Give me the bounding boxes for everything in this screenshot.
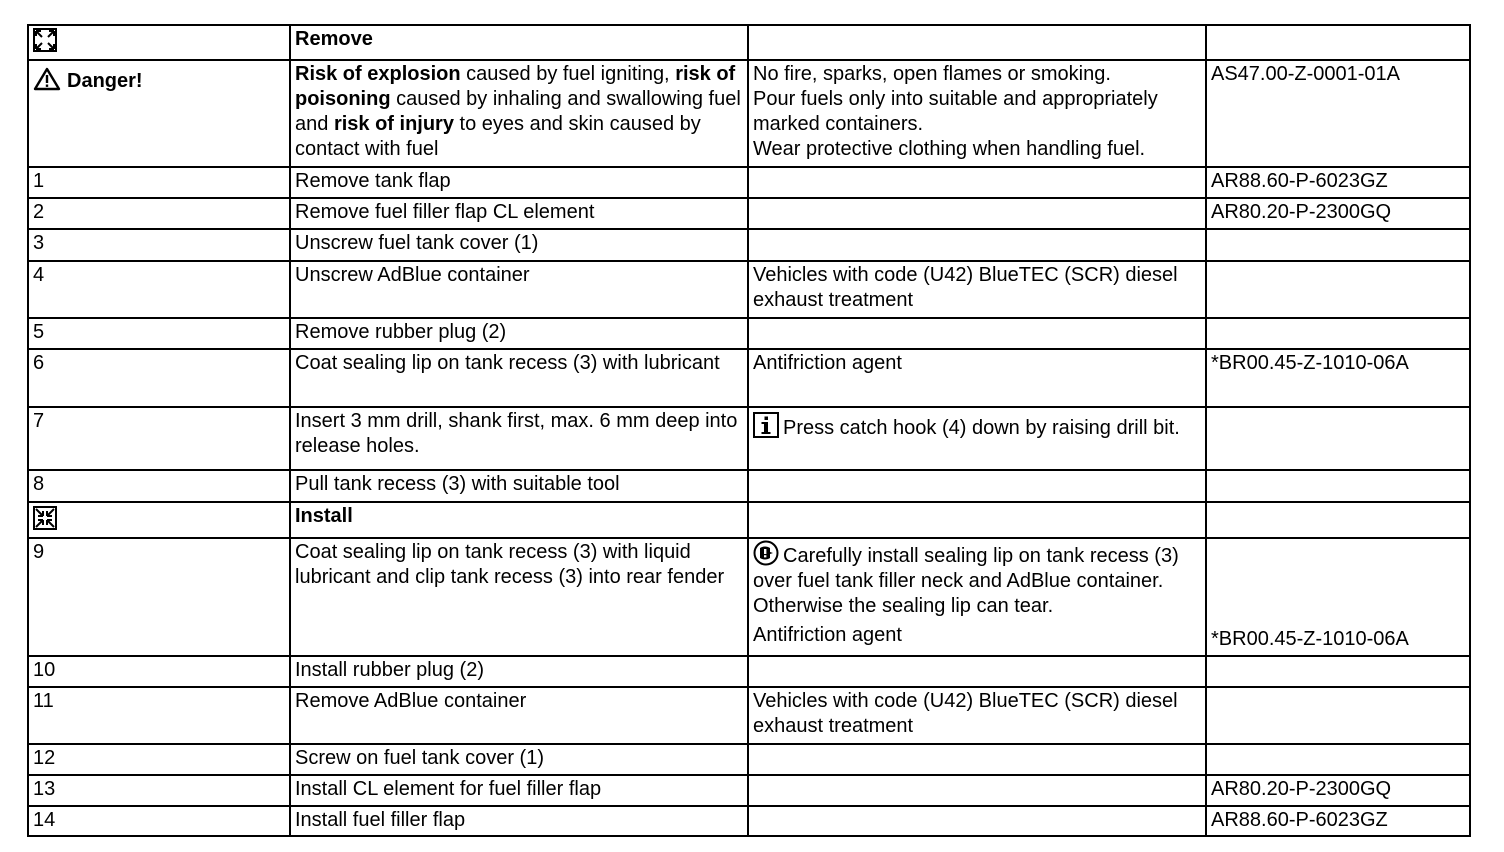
step-row	[28, 318, 1470, 349]
step-reference	[1206, 656, 1470, 687]
danger-reference[interactable]: AS47.00-Z-0001-01A	[1206, 60, 1470, 167]
info-icon	[753, 412, 779, 438]
step-note	[748, 656, 1206, 687]
step-text: Install fuel filler flap	[290, 806, 748, 836]
step-note: Vehicles with code (U42) BlueTEC (SCR) diesel exhaust treatment	[748, 687, 1206, 744]
step-reference	[1206, 318, 1470, 349]
step-note: Antifriction agent	[748, 349, 1206, 407]
install-section-icon-cell	[28, 502, 290, 538]
step-note	[748, 775, 1206, 806]
danger-measures: No fire, sparks, open flames or smoking. Pour fuels only into suitable and appropriately marked containers. Wear protective clothing when handling fuel.	[748, 60, 1206, 167]
step-text: Remove tank flap	[290, 167, 748, 198]
step-number: 8	[28, 470, 290, 502]
step-reference	[1206, 261, 1470, 318]
step-row	[28, 198, 1470, 229]
step-reference[interactable]: AR80.20-P-2300GQ	[1206, 775, 1470, 806]
step-number: 6	[28, 349, 290, 407]
step-text: Remove rubber plug (2)	[290, 318, 748, 349]
step-row	[28, 687, 1470, 744]
step-note	[748, 744, 1206, 775]
step-number: 5	[28, 318, 290, 349]
step-text: Pull tank recess (3) with suitable tool	[290, 470, 748, 502]
step-note	[748, 229, 1206, 261]
step-row	[28, 744, 1470, 775]
install-section-row	[28, 502, 1470, 538]
remove-section-title: Remove	[290, 25, 748, 60]
step-text: Insert 3 mm drill, shank first, max. 6 mm deep into release holes.	[290, 407, 748, 470]
step-reference	[1206, 744, 1470, 775]
step-number: 4	[28, 261, 290, 318]
remove-section-icon-cell	[28, 25, 290, 60]
install-arrows-icon	[33, 506, 57, 530]
step-reference[interactable]: AR88.60-P-6023GZ	[1206, 167, 1470, 198]
step-text: Coat sealing lip on tank recess (3) with lubricant	[290, 349, 748, 407]
danger-label: Danger!	[67, 70, 143, 92]
remove-arrows-icon	[33, 28, 57, 52]
step-row	[28, 261, 1470, 318]
step-row	[28, 775, 1470, 806]
step-row	[28, 470, 1470, 502]
step-note	[748, 167, 1206, 198]
step-note	[748, 198, 1206, 229]
step-number: 7	[28, 407, 290, 470]
step-number: 10	[28, 656, 290, 687]
step-note: Carefully install sealing lip on tank recess (3) over fuel tank filler neck and AdBlue container. Otherwise the sealing lip can tear. Antifriction agent	[748, 538, 1206, 656]
step-number: 14	[28, 806, 290, 836]
step-reference	[1206, 470, 1470, 502]
step-text: Install rubber plug (2)	[290, 656, 748, 687]
step-note	[748, 806, 1206, 836]
step-text: Install CL element for fuel filler flap	[290, 775, 748, 806]
step-reference[interactable]: *BR00.45-Z-1010-06A	[1206, 538, 1470, 656]
step-number: 2	[28, 198, 290, 229]
remove-section-row	[28, 25, 1470, 60]
step-reference[interactable]: AR88.60-P-6023GZ	[1206, 806, 1470, 836]
step-row	[28, 538, 1470, 656]
step-number: 1	[28, 167, 290, 198]
step-number: 11	[28, 687, 290, 744]
step-row	[28, 407, 1470, 470]
warning-triangle-icon	[33, 67, 61, 91]
step-reference[interactable]: AR80.20-P-2300GQ	[1206, 198, 1470, 229]
step-text: Screw on fuel tank cover (1)	[290, 744, 748, 775]
step-text: Coat sealing lip on tank recess (3) with liquid lubricant and clip tank recess (3) into rear fender	[290, 538, 748, 656]
step-note	[748, 470, 1206, 502]
step-reference	[1206, 229, 1470, 261]
step-row	[28, 229, 1470, 261]
step-text: Remove AdBlue container	[290, 687, 748, 744]
step-note	[748, 318, 1206, 349]
danger-description: Risk of explosion caused by fuel igniting, risk of poisoning caused by inhaling and swallowing fuel and risk of injury to eyes and skin caused by contact with fuel	[290, 60, 748, 167]
step-reference[interactable]: *BR00.45-Z-1010-06A	[1206, 349, 1470, 407]
step-text: Unscrew fuel tank cover (1)	[290, 229, 748, 261]
step-text: Unscrew AdBlue container	[290, 261, 748, 318]
step-number: 13	[28, 775, 290, 806]
step-number: 3	[28, 229, 290, 261]
procedure-table	[27, 24, 1471, 837]
step-note: Press catch hook (4) down by raising drill bit.	[748, 407, 1206, 470]
step-reference	[1206, 687, 1470, 744]
caution-icon	[753, 540, 779, 566]
step-reference	[1206, 407, 1470, 470]
danger-row	[28, 60, 1470, 167]
step-row	[28, 806, 1470, 836]
install-section-title: Install	[290, 502, 748, 538]
step-row	[28, 349, 1470, 407]
step-note: Vehicles with code (U42) BlueTEC (SCR) diesel exhaust treatment	[748, 261, 1206, 318]
danger-label-cell	[28, 60, 290, 167]
step-row	[28, 167, 1470, 198]
step-row	[28, 656, 1470, 687]
step-text: Remove fuel filler flap CL element	[290, 198, 748, 229]
step-number: 9	[28, 538, 290, 656]
step-number: 12	[28, 744, 290, 775]
